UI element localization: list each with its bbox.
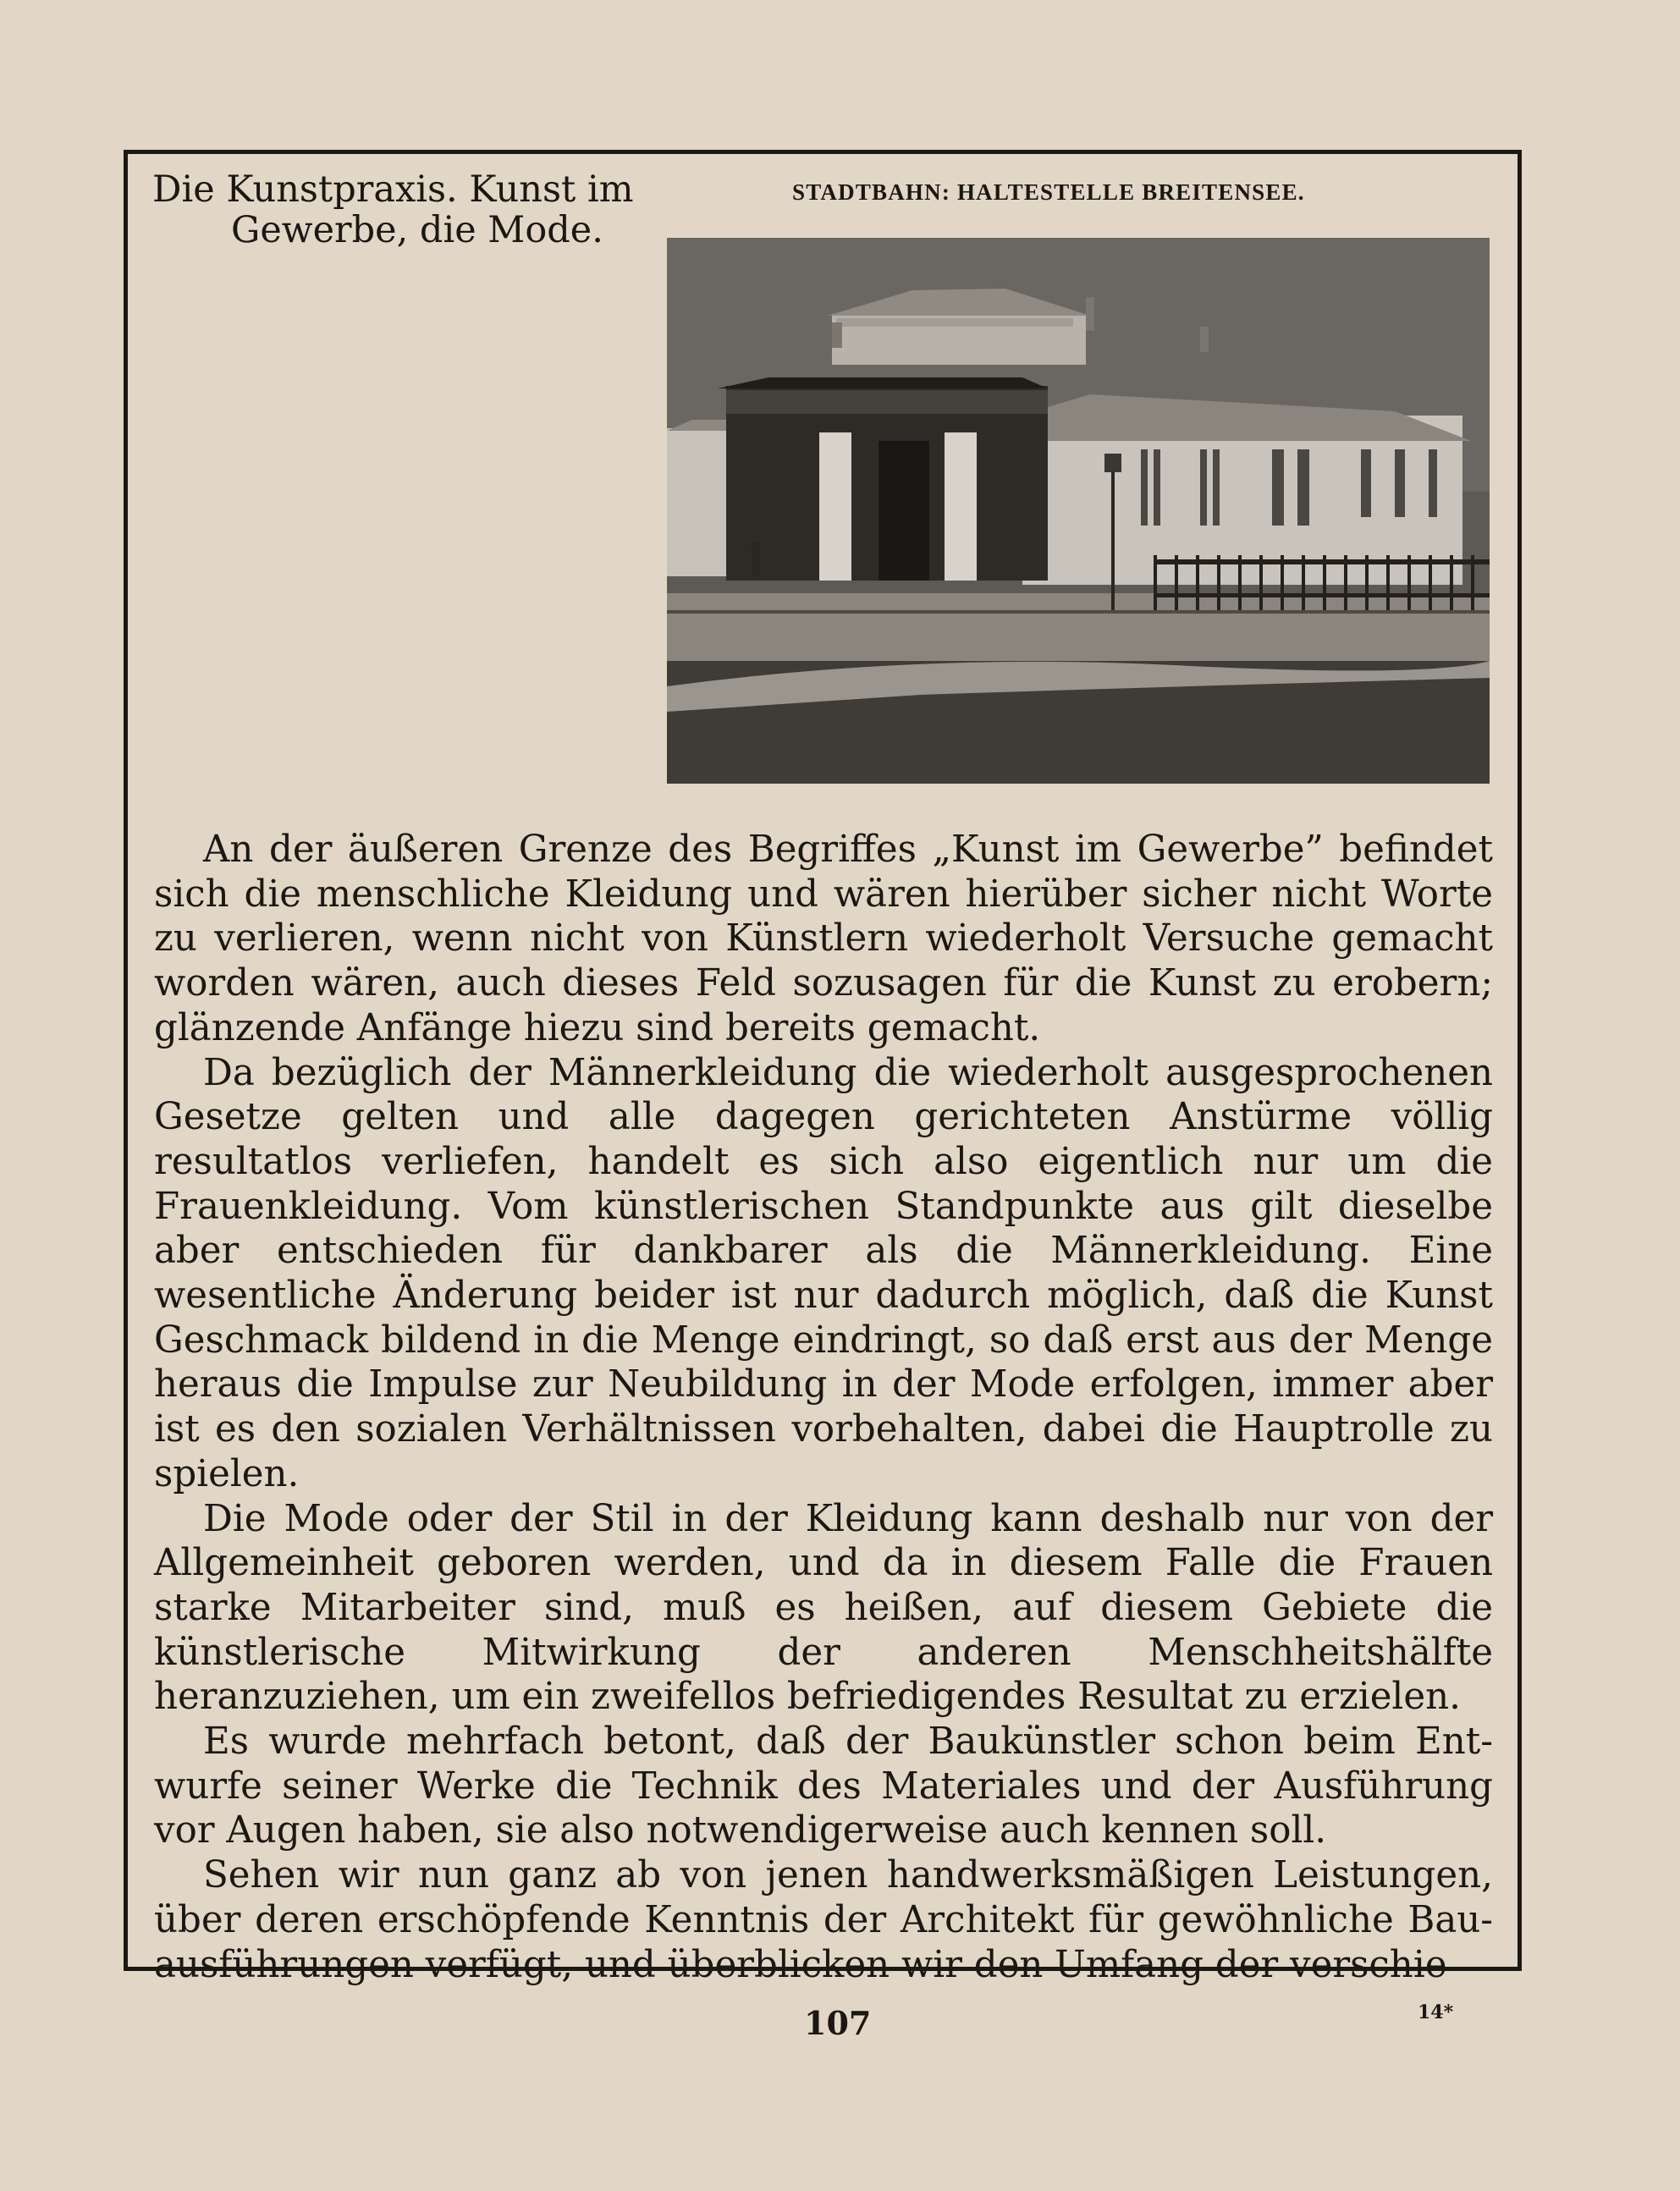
paragraph-2: Da bezüglich der Männerkleidung die wiederholt ausgesprochenen Gesetze gelten und alle dagegen gerichteten Anstürme völlig resultatlos verliefen, handelt es sich also eigentlich nur um die Frauenkleidung. Vom künstlerischen Standpunkte aus gilt dieselbe aber entschieden für dankbarer als die Männerkleidung. Eine wesentliche Änderung beider ist nur dadurch möglich, daß die Kunst Geschmack bildend in die Menge eindringt, so daß erst aus der Menge heraus die Impulse zur Neubildung in der Mode erfolgen, immer aber ist es den sozialen Verhältnissen vorbehalten, dabei die Hauptrolle zu spielen.: [154, 1051, 1493, 1495]
paragraph-5: Sehen wir nun ganz ab von jenen handwerksmäßigen Leistungen, über deren erschöpfende Kenntnis der Architekt für gewöhnliche Bauausführungen verfügt, und überblicken wir den Umfang der verschie: [154, 1854, 1493, 1986]
running-heading: [152, 169, 634, 250]
paragraph-4: Es wurde mehrfach betont, daß der Baukünstler schon beim Entwurfe seiner Werke die Technik des Materiales und der Ausführung vor Augen haben, sie also notwendigerweise auch kennen soll.: [154, 1720, 1493, 1852]
page-number: 107: [804, 2004, 872, 2042]
photo-caption: STADTBAHN: HALTESTELLE BREITENSEE.: [792, 179, 1305, 205]
paragraph-3: Die Mode oder der Stil in der Kleidung kann deshalb nur von der Allgemeinheit geboren werden, und da in diesem Falle die Frauen starke Mitarbeiter sind, muß es heißen, auf diesem Gebiete die künstlerische Mitwirkung der anderen Menschheitshälfte heranzuziehen, um ein zweifellos befriedigendes Resultat zu erzielen.: [154, 1497, 1493, 1719]
body-text: [154, 828, 1493, 1987]
heading-line-1: Die Kunstpraxis. Kunst im: [152, 168, 634, 211]
photo-illustration: [667, 238, 1490, 784]
paragraph-1: An der äußeren Grenze des Begriffes „Kunst im Gewerbe” befindet sich die menschliche Kleidung und wären hierüber sicher nicht Worte zu verlieren, wenn nicht von Künstlern wiederholt Versuche gemacht worden wären, auch dieses Feld sozusagen für die Kunst zu erobern; glänzende Anfänge hiezu sind bereits gemacht.: [154, 829, 1493, 1049]
station-photograph: [667, 238, 1490, 784]
signature-mark: 14*: [1418, 2001, 1454, 2023]
heading-line-2: Gewerbe, die Mode.: [231, 209, 603, 251]
